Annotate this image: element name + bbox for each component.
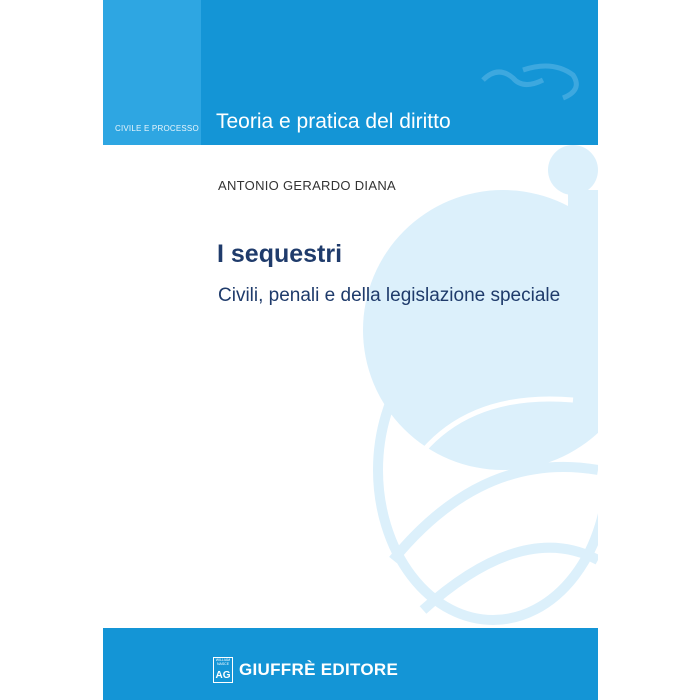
author-name: ANTONIO GERARDO DIANA xyxy=(218,178,396,193)
series-category-label: CIVILE E PROCESSO xyxy=(115,124,199,133)
publisher-logo-icon xyxy=(213,657,233,683)
book-subtitle: Civili, penali e della legislazione speciale xyxy=(218,285,561,306)
book-title: I sequestri xyxy=(217,240,343,268)
publisher-block xyxy=(213,657,398,683)
series-title: Teoria e pratica del diritto xyxy=(216,110,451,133)
publisher-name: GIUFFRÈ EDITORE xyxy=(239,660,399,679)
book-cover xyxy=(103,0,598,700)
publisher-logo-letters: AG xyxy=(215,670,231,681)
publisher-logo-small-text: WILLIAM NASCE xyxy=(215,658,231,666)
decorative-statue-illustration xyxy=(103,0,598,700)
